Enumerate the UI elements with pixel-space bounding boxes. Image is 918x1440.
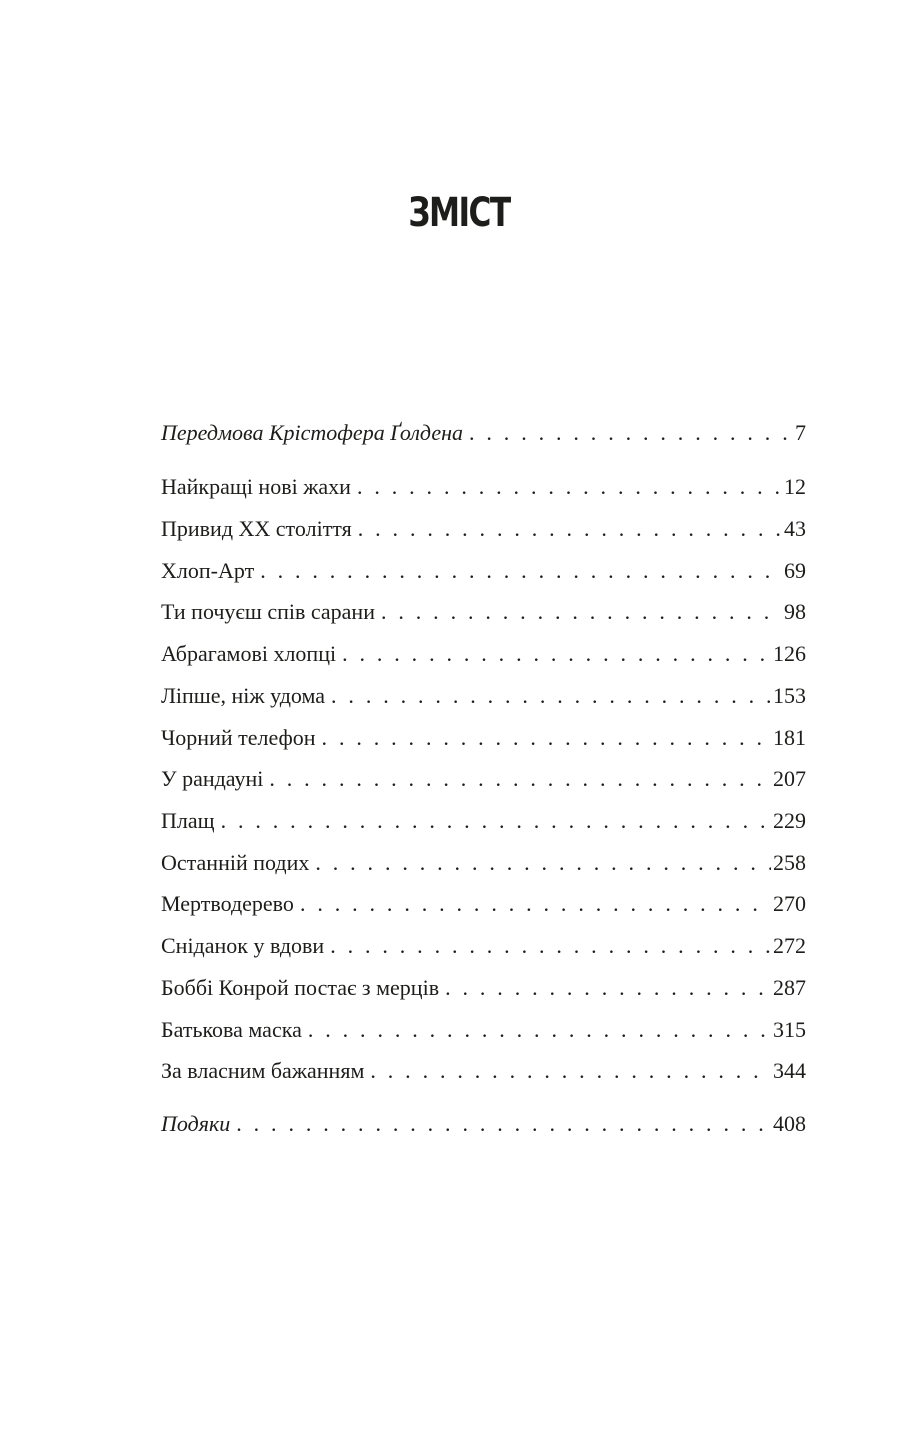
toc-entry-page: 270 [773,891,806,916]
toc-entry [161,848,806,878]
page-title: ЗМІСТ [408,190,510,236]
toc-entry-page: 207 [773,766,806,791]
toc-entry [161,514,806,544]
toc-leader-dots [381,597,782,627]
toc-entry-title: Подяки [161,1111,231,1136]
toc-entry-title: Найкращі нові жахи [161,474,351,499]
toc-entry-title: Передмова Крістофера Ґолдена [161,420,463,445]
toc-leader-dots [221,806,771,836]
toc-entry-page: 7 [795,420,806,445]
toc-entry-page: 315 [773,1017,806,1042]
toc-entry [161,1015,806,1045]
toc-entry-title: Плащ [161,808,215,833]
toc-entry-page: 287 [773,975,806,1000]
toc-leader-dots [358,514,782,544]
toc-entry [161,1056,806,1086]
toc-entry-title: Останній подих [161,850,310,875]
toc-leader-dots [300,889,771,919]
toc-entry-title: Батькова маска [161,1017,302,1042]
toc-entry-page: 408 [773,1111,806,1136]
toc-entry-page: 258 [773,850,806,875]
toc-entry-page: 126 [773,641,806,666]
toc-entry [161,723,806,753]
toc-entry [161,556,806,586]
toc-entry-title: Чорний телефон [161,725,316,750]
toc-entry [161,931,806,961]
toc-leader-dots [342,639,771,669]
toc-entry [161,764,806,794]
toc-leader-dots [445,973,771,1003]
toc-entry-title: Сніданок у вдови [161,933,325,958]
toc-entry-page: 69 [784,558,806,583]
toc-entry-page: 153 [773,683,806,708]
toc-entry [161,1109,806,1139]
toc-entry-page: 98 [784,599,806,624]
toc-entry [161,472,806,502]
toc-entry-page: 181 [773,725,806,750]
toc-entry-page: 344 [773,1058,806,1083]
toc-entry-title: За власним бажанням [161,1058,365,1083]
toc-entry-title: Боббі Конрой постає з мерців [161,975,440,1000]
toc-leader-dots [469,418,793,448]
toc-leader-dots [322,723,771,753]
toc-leader-dots [331,681,771,711]
toc-entry [161,418,806,448]
toc-entry-page: 272 [773,933,806,958]
toc-entry-title: У рандауні [161,766,264,791]
toc-entry [161,639,806,669]
toc-entry [161,597,806,627]
toc-entry [161,973,806,1003]
toc-entry [161,806,806,836]
toc-entry-page: 43 [784,516,806,541]
toc-leader-dots [330,931,771,961]
toc-entry [161,889,806,919]
toc-entry-page: 12 [784,474,806,499]
toc-leader-dots [260,556,782,586]
toc-entry-page: 229 [773,808,806,833]
toc-entry-title: Ти почуєш спів сарани [161,599,375,624]
toc-leader-dots [370,1056,771,1086]
toc-entry-title: Хлоп-Арт [161,558,255,583]
toc-entry-title: Мертводерево [161,891,294,916]
toc-leader-dots [269,764,771,794]
toc-entry [161,681,806,711]
toc-entry-title: Ліпше, ніж удома [161,683,326,708]
toc-leader-dots [315,848,771,878]
toc-leader-dots [357,472,782,502]
toc-leader-dots [308,1015,771,1045]
toc-entry-title: Привид ХХ століття [161,516,352,541]
toc-entry-title: Абрагамові хлопці [161,641,337,666]
toc-leader-dots [236,1109,771,1139]
